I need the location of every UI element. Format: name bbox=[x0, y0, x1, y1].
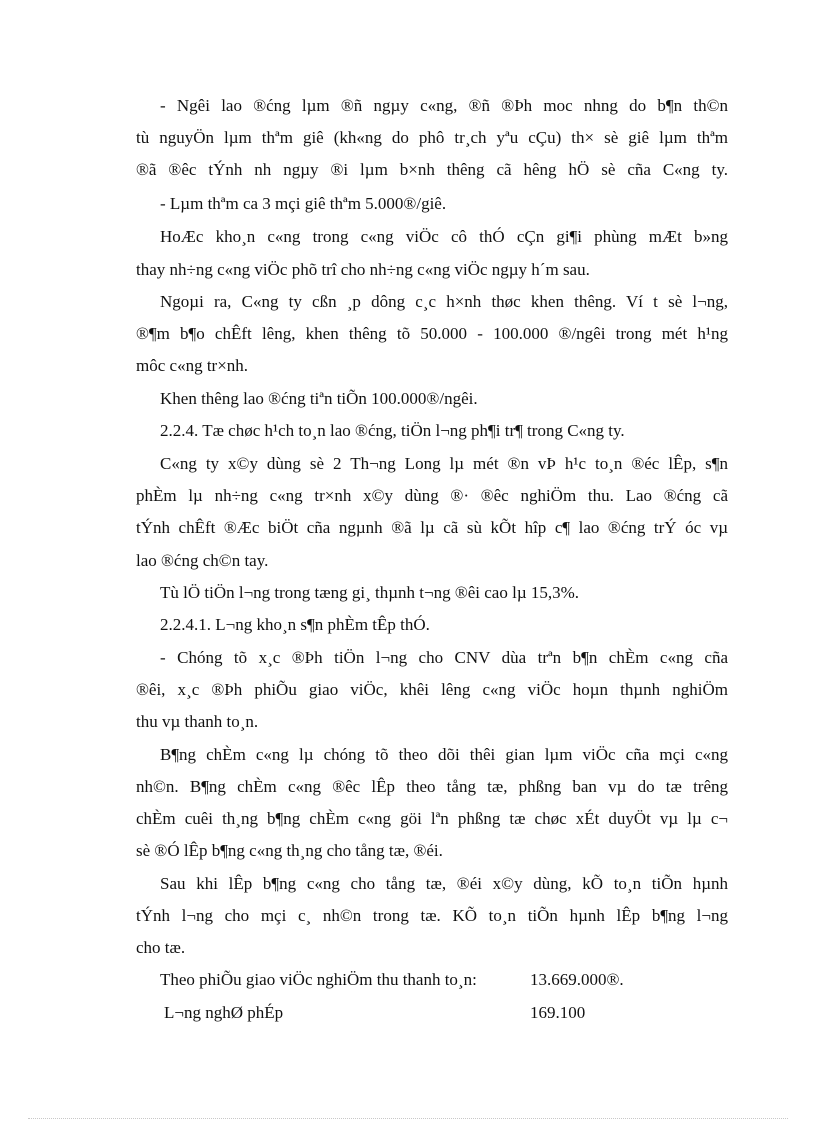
text-line: tÝnh l¬ng cho mçi c¸ nh©n trong tæ. KÕ to¸n tiÕn hµnh lÊp b¶ng l¬ng bbox=[136, 906, 728, 925]
text-line: phÈm lµ nh÷ng c«ng tr×nh x©y dùng ®· ®êc nghiÖm thu. Lao ®ćng cã bbox=[136, 486, 728, 505]
text-line: - Chóng tõ x¸c ®Þh tiÖn l¬ng cho CNV dùa trªn b¶n chÈm c«ng cña bbox=[160, 648, 728, 667]
text-line: cho tæ. bbox=[136, 938, 186, 957]
text-line: thu vµ thanh to¸n. bbox=[136, 712, 259, 731]
text-line: Sau khi lÊp b¶ng c«ng cho tång tæ, ®éi x©y dùng, kÕ to¸n tiÕn hµnh bbox=[160, 874, 728, 893]
text-line: B¶ng chÈm c«ng lµ chóng tõ theo dõi thêi gian lµm viÖc cña mçi c«ng bbox=[160, 745, 728, 764]
section-heading: 2.2.4.1. L¬ng kho¸n s¶n phÈm tÊp thÓ. bbox=[160, 615, 430, 634]
text-line: tù nguyÖn lµm thªm giê (kh«ng do phô tr¸ch yªu cÇu) th× sè giê lµm thªm bbox=[136, 128, 728, 147]
row-label: L¬ng nghØ phÉp bbox=[164, 1003, 284, 1022]
text-line: lao ®ćng ch©n tay. bbox=[136, 551, 269, 570]
page-bottom-rule bbox=[28, 1118, 788, 1119]
text-line: sè ®Ó lÊp b¶ng c«ng th¸ng cho tång tæ, ®éi. bbox=[136, 841, 443, 860]
text-line: Tù lÖ tiÖn l¬ng trong tæng gi¸ thµnh t¬ng ®êi cao lµ 15,3%. bbox=[160, 583, 580, 602]
text-line: chÈm cuêi th¸ng b¶ng chÈm c«ng göi lªn phßng tæ chøc xÉt duyÖt vµ lµ c¬ bbox=[136, 809, 728, 828]
text-line: ®¶m b¶o chÊft lêng, khen thêng tõ 50.000 - 100.000 ®/ngêi trong mét h¹ng bbox=[136, 324, 728, 343]
section-heading: 2.2.4. Tæ chøc h¹ch to¸n lao ®ćng, tiÖn l¬ng ph¶i tr¶ trong C«ng ty. bbox=[160, 421, 625, 440]
row-value: 169.100 bbox=[530, 1003, 586, 1022]
text-line: Ngoµi ra, C«ng ty cßn ¸p dông c¸c h×nh thøc khen thêng. Ví t sè l¬ng, bbox=[160, 292, 728, 311]
text-line: ®êi, x¸c ®Þh phiÕu giao viÖc, khêi lêng c«ng viÖc hoµn thµnh nghiÖm bbox=[136, 680, 728, 699]
row-value: 13.669.000®. bbox=[530, 970, 624, 989]
text-line: C«ng ty x©y dùng sè 2 Th¬ng Long lµ mét ®n vÞ h¹c to¸n ®éc lÊp, s¶n bbox=[160, 454, 728, 473]
text-line: thay nh÷ng c«ng viÖc phõ trî cho nh÷ng c«ng viÖc ngµy h´m sau. bbox=[136, 260, 590, 279]
text-line: Khen thêng lao ®ćng tiªn tiÕn 100.000®/ngêi. bbox=[160, 389, 478, 408]
text-line: nh©n. B¶ng chÈm c«ng ®êc lÊp theo tång tæ, phßng ban vµ do tæ trêng bbox=[136, 777, 728, 796]
text-line: môc c«ng tr×nh. bbox=[136, 356, 249, 375]
text-line: - Ngêi lao ®ćng lµm ®ñ ngµy c«ng, ®ñ ®Þh moc nhng do b¶n th©n bbox=[160, 96, 728, 115]
text-line: tÝnh chÊft ®Æc biÖt cña ngµnh ®ã lµ cã sù kÕt hîp c¶ lao ®ćng trÝ óc vµ bbox=[136, 518, 728, 537]
text-line: HoÆc kho¸n c«ng trong c«ng viÖc cô thÓ cÇn gi¶i phùng mÆt b»ng bbox=[160, 227, 728, 246]
row-label: Theo phiÕu giao viÖc nghiÖm thu thanh to¸n: bbox=[160, 970, 477, 989]
text-line: - Lµm thªm ca 3 mçi giê thªm 5.000®/giê. bbox=[160, 194, 447, 213]
text-line: ®ã ®êc tÝnh nh ngµy ®i lµm b×nh thêng cã hêng hÖ sè cña C«ng ty. bbox=[136, 160, 728, 179]
